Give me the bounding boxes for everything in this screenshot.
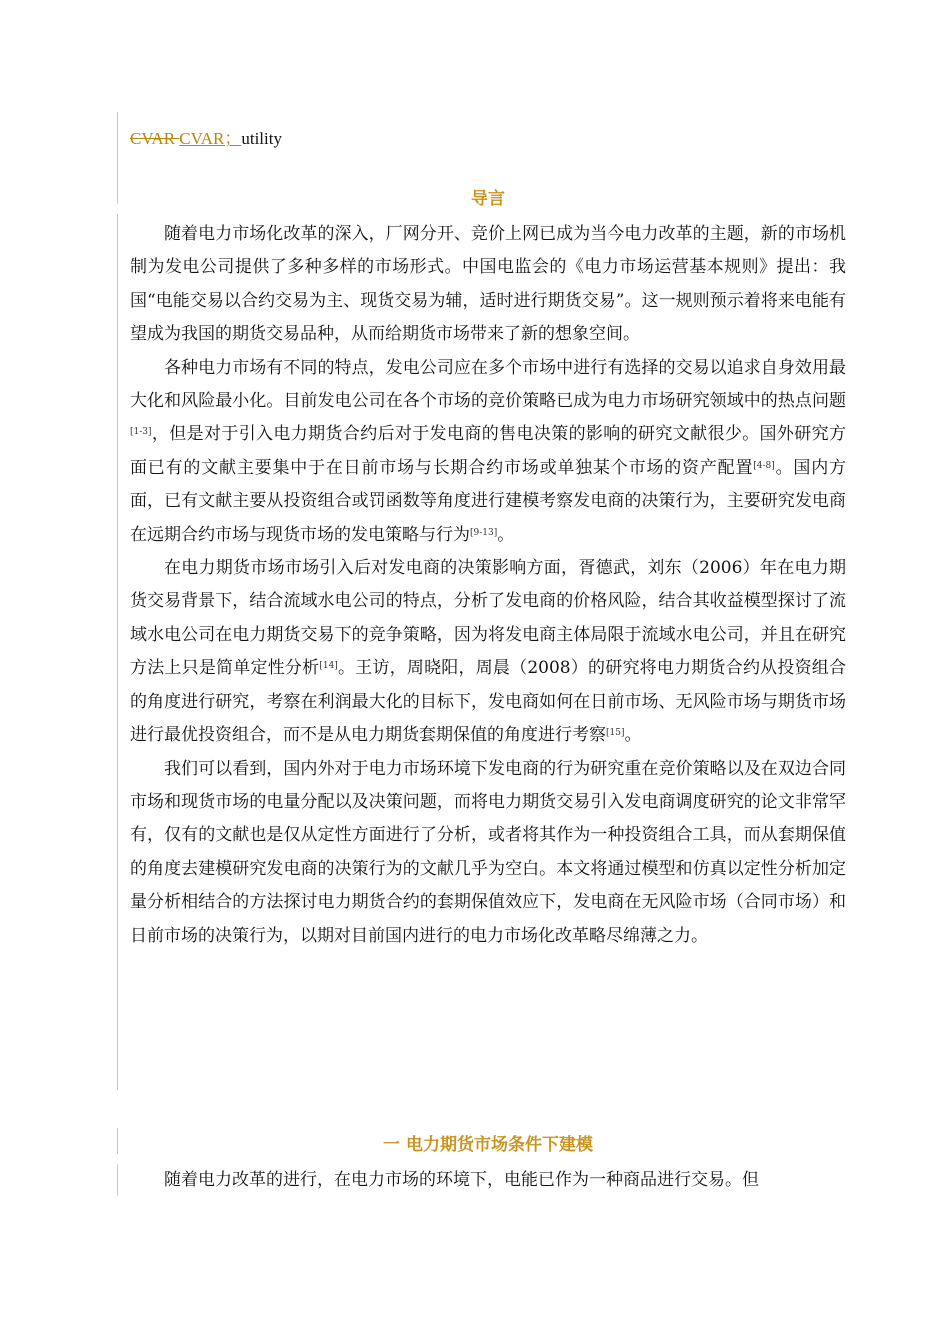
citation-ref: [1-3] [130,427,152,438]
paragraph-text: 。国内方面，已有文献主要从投资组合或罚函数等角度进行建模考察发电商的决策行为，主要研究发电商在远期合约市场与现货市场的发电策略与行为 [130,457,847,545]
paragraph-text: 随着电力市场化改革的深入，厂网分开、竞价上网已成为当今电力改革的主题，新的市场机制为发电公司提供了多种多样的市场形式。中国电监会的《电力市场运营基本规则》提出：我国“电能交易以合约交易为主、现货交易为辅，适时进行期货交易”。这一规则预示着将来电能有望成为我国的期货交易品种，从而给期货市场带来了新的想象空间。 [130,224,846,345]
paragraph [130,552,846,752]
change-bar [117,1164,118,1196]
intro-body [130,218,846,953]
paragraph [130,352,846,552]
paragraph-text: ，但是对于引入电力期货合约后对于发电商的售电决策的影响的研究文献很少。国外研究方面已有的文献主要集中于在日前市场与长期合约市场或单独某个市场的资产配置 [130,424,846,478]
intro-heading: 导言 [471,189,505,209]
paragraph [130,218,846,352]
citation-ref: [9-13] [470,527,498,538]
paragraph-text: 。 [497,524,515,545]
tracked-insertion: CVAR； [179,129,242,148]
section-body [130,1164,846,1197]
keywords-line [130,124,282,149]
paragraph-text: 我们可以看到，国内外对于电力市场环境下发电商的行为研究重在竞价策略以及在双边合同市场和现货市场的电量分配以及决策问题，而将电力期货交易引入发电商调度研究的论文非常罕有，仅有的文献也是仅从定性方面进行了分析，或者将其作为一种投资组合工具，而从套期保值的角度去建模研究发电商的决策行为的文献几乎为空白。本文将通过模型和仿真以定性分析加定量分析相结合的方法探讨电力期货合约的套期保值效应下，发电商在无风险市场（合同市场）和日前市场的决策行为，以期对目前国内进行的电力市场化改革略尽绵薄之力。 [130,758,846,946]
section-heading: 一 电力期货市场条件下建模 [383,1135,593,1155]
paragraph-text: 各种电力市场有不同的特点，发电公司应在多个市场中进行有选择的交易以追求自身效用最大化和风险最小化。目前发电公司在各个市场的竞价策略已成为电力市场研究领域中的热点问题 [130,357,846,412]
paragraph-text: 在电力期货市场市场引入后对发电商的决策影响方面，胥德武，刘东（2006）年在电力期货交易背景下，结合流域水电公司的特点，分析了发电商的价格风险，结合其收益模型探讨了流域水电公司在电力期货交易下的竞争策略，因为将发电商主体局限于流域水电公司，并且在研究方法上只是简单定性分析 [130,558,846,679]
change-bar [117,112,118,204]
paragraph [130,753,846,953]
tracked-deletion: CVAR [130,129,180,148]
citation-ref: [14] [319,661,338,672]
paragraph-text: 。 [624,725,642,746]
citation-ref: [15] [606,728,625,739]
change-bar [117,214,118,1090]
citation-ref: [4-8] [753,460,775,471]
change-bar [117,1128,118,1154]
paragraph-text: 。王访，周晓阳，周晨（2008）的研究将电力期货合约从投资组合的角度进行研究，考察在利润最大化的目标下，发电商如何在日前市场、无风险市场与期货市场进行最优投资组合，而不是从电力期货套期保值的角度进行考察 [130,658,846,746]
paragraph: 随着电力改革的进行，在电力市场的环境下，电能已作为一种商品进行交易。但 [164,1170,759,1190]
keyword-text: utility [241,129,282,148]
